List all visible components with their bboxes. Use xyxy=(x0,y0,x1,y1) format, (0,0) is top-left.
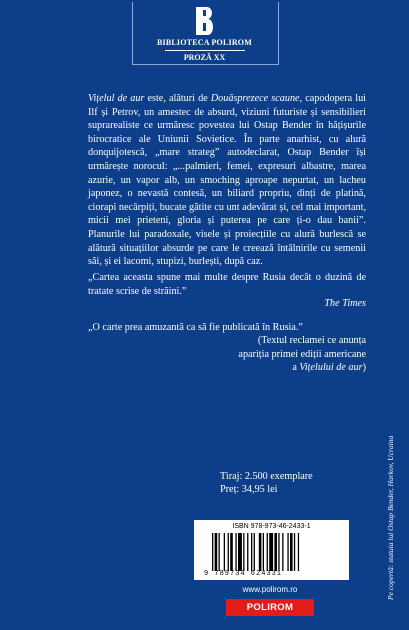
barcode-bar xyxy=(219,533,220,571)
publisher-logo xyxy=(0,0,409,76)
barcode-bar xyxy=(287,533,288,571)
book-price: Preț: 34,95 lei xyxy=(220,484,278,496)
barcode-bar xyxy=(238,533,242,571)
barcode-bar xyxy=(215,533,218,571)
publisher-url[interactable]: www.polirom.ro xyxy=(242,585,298,594)
barcode-bar xyxy=(282,533,283,571)
barcode-bar xyxy=(243,533,244,571)
book-logo-icon xyxy=(195,6,213,36)
series-title: BIBLIOTECA POLIROM xyxy=(157,38,252,47)
review-source-times: The Times xyxy=(324,298,366,309)
barcode-bar xyxy=(298,533,299,571)
print-run: Tiraj: 2.500 exemplare xyxy=(220,471,313,482)
barcode-bar xyxy=(235,533,236,571)
barcode-bar xyxy=(259,533,262,571)
barcode-bar xyxy=(263,533,264,571)
print-info xyxy=(220,470,340,497)
barcode-bar xyxy=(269,533,273,571)
description-paragraph: Vițelul de aur este, alături de Douăsprezece scaune, capodopera lui Ilf și Petrov, un amestec de absurd, viziuni futuriste și sensibilieri suprarealiste ce urmăresc povestea lui Ostap Bender în hățișurile birocratice ale Uniunii Sovietice. În parte anarhist, cu alură donquijotescă, „mare strateg” autodeclarat, Ostap Bender își urmărește norocul: „...palmieri, femei, expresuri albastre, marea azurie, un vapor alb, un smoching aproape nepurtat, un lacheu japonez, o nevastă contesă, un biliard propriu, dinți de platină, ciorapi necârpiți, bucate gătite cu unt adevărat și, cel mai important, micii mei prieteni, gloria și puterea pe care ți-o dau banii”. Planurile lui paradoxale, visele și proiecțiile cu alură burlescă se alătură situațiilor absurde pe care le creează întâlnirile cu semenii săi, și ei lacomi, stupizi, burlești, după caz. xyxy=(88,93,367,268)
barcode-bar xyxy=(228,533,229,571)
barcode-bar xyxy=(212,533,213,571)
barcode-bar xyxy=(267,533,268,571)
barcode-bar xyxy=(224,533,225,571)
barcode-bar xyxy=(254,533,255,571)
barcode-bar xyxy=(247,533,248,571)
series-subtitle: PROZĂ XX xyxy=(183,53,226,62)
book-title-italic: Vițelul de aur xyxy=(88,93,145,104)
barcode-bar xyxy=(230,533,233,571)
review-quote-times: „Cartea aceasta spune mai multe despre Rusia decât o duzină de tratate scrise de străini.” xyxy=(88,272,366,297)
barcode-bar xyxy=(290,533,293,571)
review-quote-ad: „O carte prea amuzantă ca să fie publicată în Rusia.” xyxy=(88,322,303,333)
review-source-note: (Textul reclamei ce anunța apariția primei ediții americane a Vițelului de aur) xyxy=(238,335,366,374)
barcode xyxy=(194,520,349,580)
book-description xyxy=(88,92,366,269)
isbn-text: ISBN 978-973-46-2433-1 xyxy=(232,523,311,530)
barcode-bar xyxy=(251,533,252,571)
barcode-bar xyxy=(278,533,279,571)
logo-divider xyxy=(165,50,245,51)
publisher-brand-badge: POLIROM xyxy=(226,599,314,616)
barcode-bars-icon xyxy=(212,533,332,571)
barcode-bar xyxy=(294,533,295,571)
barcode-bar xyxy=(274,533,277,571)
cover-credit-vertical: Pe copertă: statuia lui Ostap Bender, Harkov, Ucraina xyxy=(386,435,395,600)
barcode-number: 9 789734 624331 xyxy=(204,570,283,578)
